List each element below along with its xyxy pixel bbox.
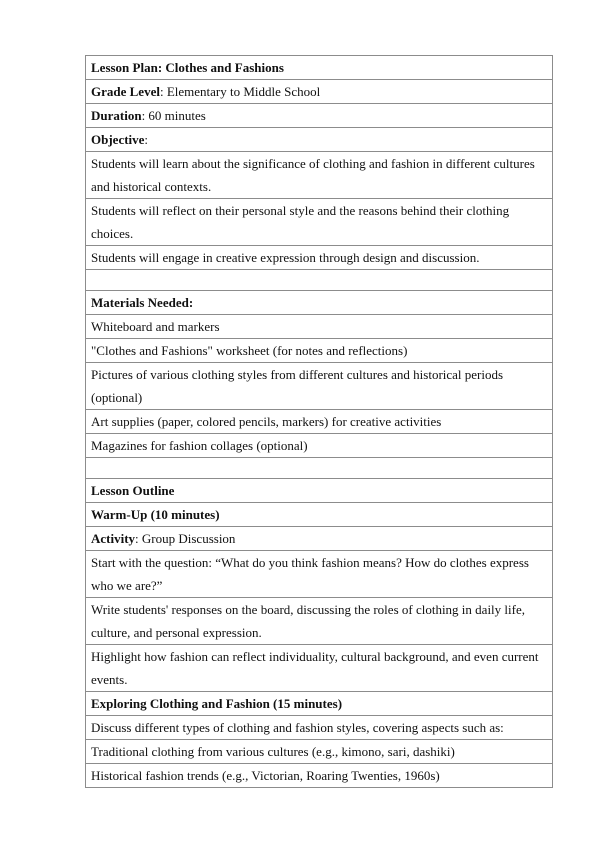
warmup-item-text: Highlight how fashion can reflect individuality, cultural background, and even current events. [86,645,553,692]
materials-item-text: Art supplies (paper, colored pencils, markers) for creative activities [86,410,553,434]
activity-label: Activity [91,531,136,546]
exploring-item [86,716,553,740]
materials-item-text: Pictures of various clothing styles from different cultures and historical periods (optional) [86,363,553,410]
objective-suffix: : [144,132,149,147]
materials-item [86,363,553,410]
objective-item-text: Students will engage in creative expression through design and discussion. [86,246,553,270]
materials-item-text: "Clothes and Fashions" worksheet (for notes and reflections) [86,339,553,363]
title-row [86,56,553,80]
empty-row [86,458,553,479]
exploring-item [86,764,553,788]
lesson-title: Lesson Plan: Clothes and Fashions [86,56,553,80]
warmup-item [86,551,553,598]
materials-item-text: Whiteboard and markers [86,315,553,339]
grade-level-row [86,80,553,104]
warmup-heading: Warm-Up (10 minutes) [86,503,553,527]
warmup-item-text: Write students' responses on the board, discussing the roles of clothing in daily life, culture, and personal expression. [86,598,553,645]
exploring-item [86,740,553,764]
objective-item-text: Students will reflect on their personal style and the reasons behind their clothing choices. [86,199,553,246]
duration-row [86,104,553,128]
lesson-plan-table [85,55,553,788]
exploring-item-text: Discuss different types of clothing and fashion styles, covering aspects such as: [86,716,553,740]
grade-level-label: Grade Level [91,84,160,99]
exploring-item-text: Traditional clothing from various cultures (e.g., kimono, sari, dashiki) [86,740,553,764]
grade-level-value: : Elementary to Middle School [159,84,321,99]
materials-item-text: Magazines for fashion collages (optional) [86,434,553,458]
activity-row [86,527,553,551]
objective-item-text: Students will learn about the significance of clothing and fashion in different cultures and historical contexts. [86,152,553,199]
duration-label: Duration [91,108,142,123]
duration-value: : 60 minutes [141,108,206,123]
materials-item [86,434,553,458]
exploring-item-text: Historical fashion trends (e.g., Victorian, Roaring Twenties, 1960s) [86,764,553,788]
materials-heading: Materials Needed: [86,291,553,315]
warmup-heading-row [86,503,553,527]
objective-item [86,152,553,199]
materials-heading-row [86,291,553,315]
warmup-item-text: Start with the question: “What do you think fashion means? How do clothes express who we are?” [86,551,553,598]
activity-value: : Group Discussion [135,531,236,546]
objective-item [86,246,553,270]
outline-heading: Lesson Outline [86,479,553,503]
objective-item [86,199,553,246]
outline-heading-row [86,479,553,503]
materials-item [86,339,553,363]
materials-item [86,410,553,434]
exploring-heading: Exploring Clothing and Fashion (15 minutes) [86,692,553,716]
objective-label: Objective [91,132,145,147]
exploring-heading-row [86,692,553,716]
empty-row [86,270,553,291]
objective-row [86,128,553,152]
warmup-item [86,645,553,692]
warmup-item [86,598,553,645]
materials-item [86,315,553,339]
